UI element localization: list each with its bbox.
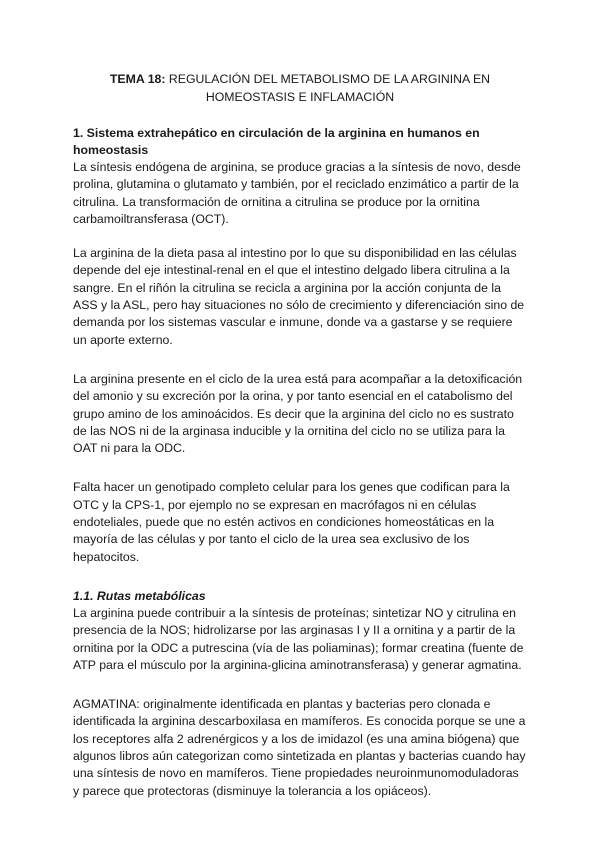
section-1-1-paragraph-2: AGMATINA: originalmente identificada en plantas y bacterias pero clonada e identificada la arginina descarboxilasa en mamíferos. Es conocida porque se une a los receptores alfa 2 adrenérgicos y a los de imidazol (es una amina biógena) que algunos libros aún categorizan como sintetizada en plantas y bacterias cuando hay una síntesis de novo en mamíferos. Tiene propiedades neuroinmunomoduladoras y parece que protectoras (disminuye la tolerancia a los opiáceos). <box>73 697 526 798</box>
section-1-paragraph-2: La arginina de la dieta pasa al intestino por lo que su disponibilidad en las células depende del eje intestinal-renal en el que el intestino delgado libera citrulina a la sangre. En el riñón la citrulina se recicla a arginina por la acción conjunta de la ASS y la ASL, pero hay situaciones no sólo de crecimiento y diferenciación sino de demanda por los sistemas vascular e inmune, donde va a gastarse y se requiere un aporte externo. <box>73 246 525 347</box>
title-label: TEMA 18: <box>109 72 166 86</box>
section-1-1-paragraph-1: La arginina puede contribuir a la síntesis de proteínas; sintetizar NO y citrulina en presencia de la NOS; hidrolizarse por las arginasas I y II a ornitina y a partir de la ornitina por la ODC a putrescina (vía de las poliaminas); formar creatina (fuente de ATP para el músculo por la arginina-glicina aminotransferasa) y generar agmatina. <box>73 605 524 672</box>
document-title <box>73 70 527 106</box>
section-1-paragraph-1: La síntesis endógena de arginina, se produce gracias a la síntesis de novo, desde prolina, glutamina o glutamato y también, por el reciclado enzimático a partir de la citrulina. La transformación de ornitina a citrulina se produce por la ornitina carbamoiltransferasa (OCT). <box>73 160 521 226</box>
section-1-heading: 1. Sistema extrahepático en circulación de la arginina en humanos en homeostasis <box>73 126 480 157</box>
title-text: REGULACIÓN DEL METABOLISMO DE LA ARGININA EN HOMEOSTASIS E INFLAMACIÓN <box>165 72 491 104</box>
section-1-paragraph-3: La arginina presente en el ciclo de la urea está para acompañar a la detoxificación del amonio y su excreción por la orina, y por tanto esencial en el catabolismo del grupo amino de los aminoácidos. Es decir que la arginina del ciclo no es sustrato de las NOS ni de la arginasa inducible y la ornitina del ciclo no se utiliza para la OAT ni para la ODC. <box>73 371 523 456</box>
section-1-1-heading: 1.1. Rutas metabólicas <box>73 588 206 603</box>
section-1-paragraph-4: Falta hacer un genotipado completo celular para los genes que codifican para la OTC y la CPS-1, por ejemplo no se expresan en macrófagos ni en células endoteliales, puede que no estén activos en condiciones homeostáticas en la mayoría de las células y por tanto el ciclo de la urea sea exclusivo de los hepatocitos. <box>73 480 510 564</box>
